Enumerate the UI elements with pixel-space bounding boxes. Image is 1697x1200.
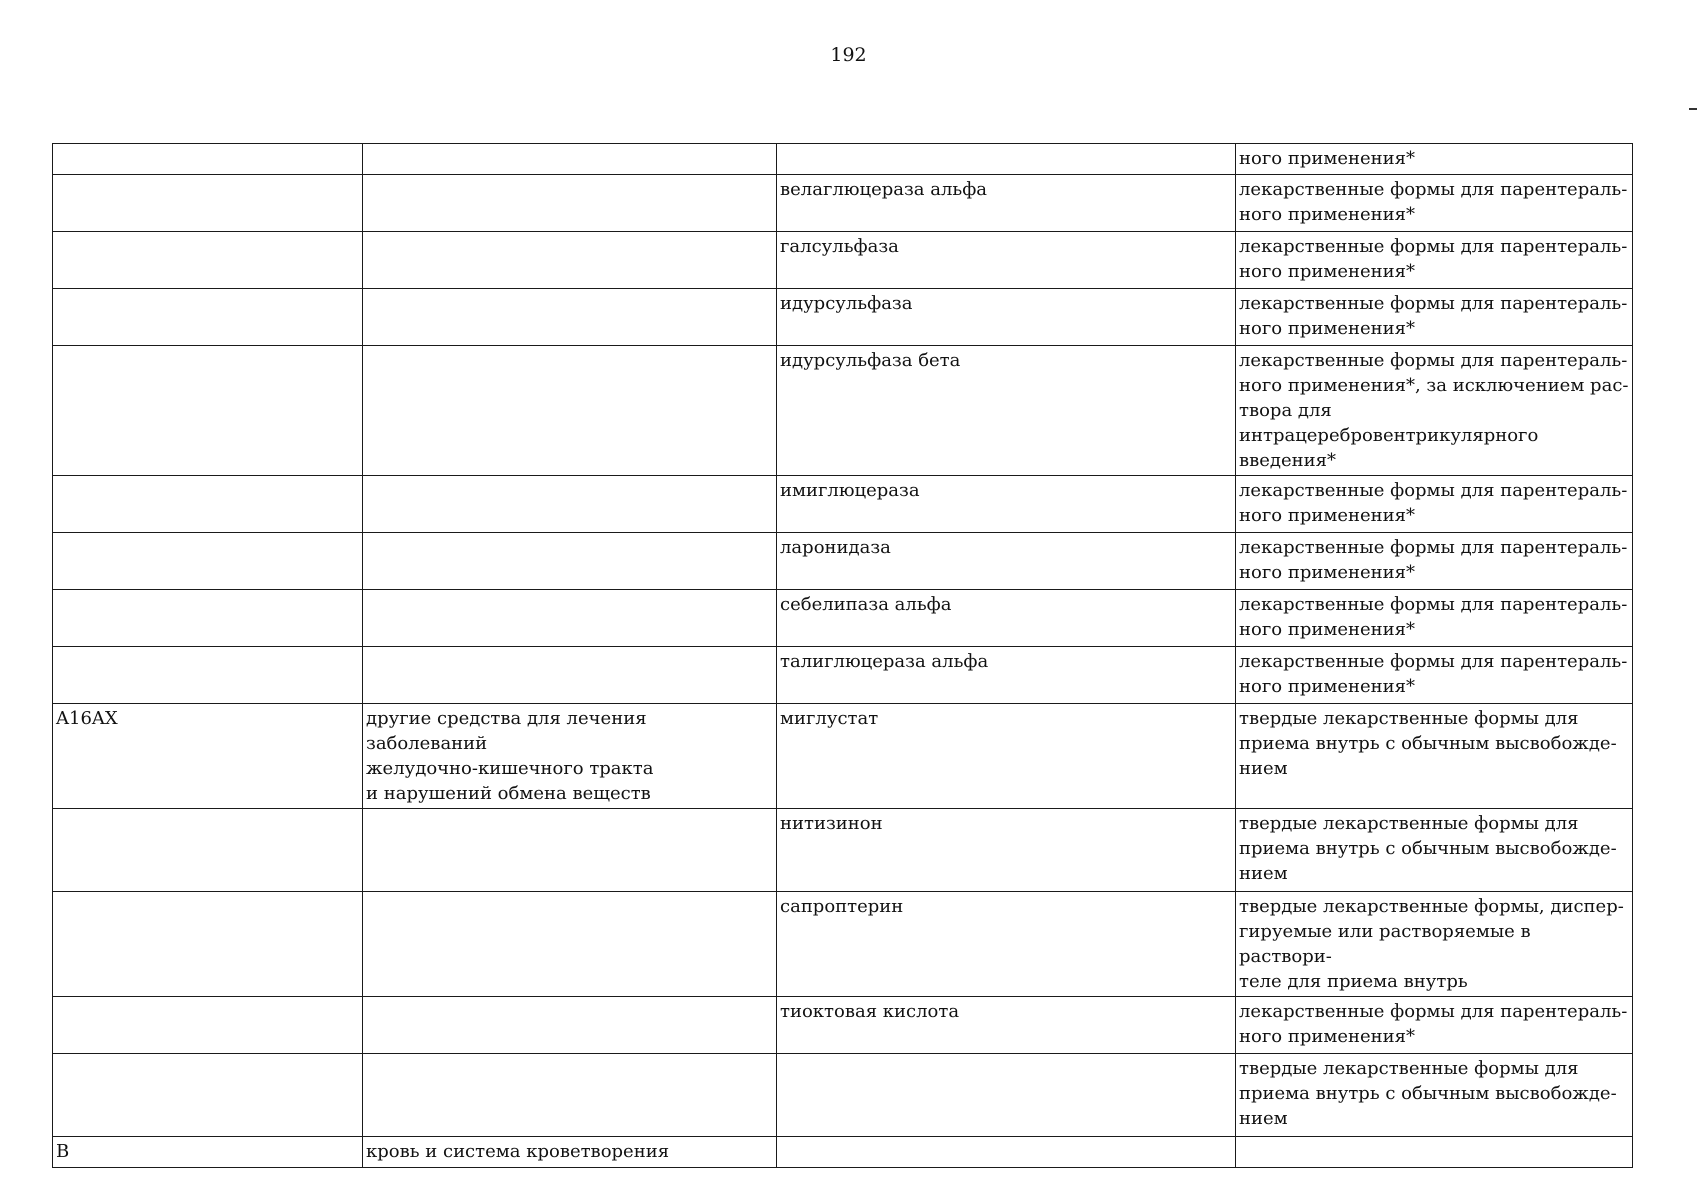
drug-name-cell: имиглюцераза	[777, 476, 1236, 533]
atc-code-cell	[53, 533, 363, 590]
group-name-cell	[363, 647, 777, 704]
group-name-cell	[363, 232, 777, 289]
dosage-form-cell	[1236, 1137, 1633, 1168]
dosage-form-cell: твердые лекарственные формы для приема внутрь с обычным высвобожде- нием	[1236, 1054, 1633, 1137]
group-name-cell	[363, 289, 777, 346]
atc-code-cell: A16AX	[53, 704, 363, 809]
table-row	[53, 175, 1633, 232]
drug-name-cell: сапроптерин	[777, 892, 1236, 997]
dosage-form-cell: лекарственные формы для парентераль- ного применения*	[1236, 175, 1633, 232]
drug-name-cell: велаглюцераза альфа	[777, 175, 1236, 232]
drug-name-cell: себелипаза альфа	[777, 590, 1236, 647]
atc-code-cell	[53, 590, 363, 647]
atc-code-cell	[53, 232, 363, 289]
dosage-form-cell: твердые лекарственные формы, диспер- гируемые или растворяемые в раствори- теле для приема внутрь	[1236, 892, 1633, 997]
atc-code-cell	[53, 997, 363, 1054]
group-name-cell	[363, 1054, 777, 1137]
dosage-form-cell: лекарственные формы для парентераль- ного применения*	[1236, 289, 1633, 346]
table-body	[53, 144, 1633, 1168]
margin-mark	[1689, 108, 1697, 110]
drug-name-cell: галсульфаза	[777, 232, 1236, 289]
drug-table	[52, 143, 1633, 1168]
table-row	[53, 346, 1633, 476]
dosage-form-cell: лекарственные формы для парентераль- ного применения*	[1236, 476, 1633, 533]
drug-table-wrapper	[52, 143, 1632, 1168]
group-name-cell	[363, 346, 777, 476]
atc-code-cell	[53, 892, 363, 997]
dosage-form-cell: лекарственные формы для парентераль- ного применения*	[1236, 590, 1633, 647]
table-row	[53, 892, 1633, 997]
table-row	[53, 809, 1633, 892]
drug-name-cell	[777, 1054, 1236, 1137]
table-row	[53, 144, 1633, 175]
table-row	[53, 647, 1633, 704]
dosage-form-cell: лекарственные формы для парентераль- ного применения*, за исключением рас- твора для интрацеребровентрикулярного введения*	[1236, 346, 1633, 476]
drug-name-cell: идурсульфаза	[777, 289, 1236, 346]
group-name-cell: кровь и система кроветворения	[363, 1137, 777, 1168]
table-row	[53, 289, 1633, 346]
dosage-form-cell: твердые лекарственные формы для приема внутрь с обычным высвобожде- нием	[1236, 704, 1633, 809]
drug-name-cell: ларонидаза	[777, 533, 1236, 590]
atc-code-cell	[53, 647, 363, 704]
drug-name-cell	[777, 1137, 1236, 1168]
table-row	[53, 590, 1633, 647]
table-row	[53, 232, 1633, 289]
atc-code-cell	[53, 476, 363, 533]
group-name-cell	[363, 809, 777, 892]
table-row	[53, 476, 1633, 533]
group-name-cell	[363, 533, 777, 590]
dosage-form-cell: лекарственные формы для парентераль- ного применения*	[1236, 232, 1633, 289]
group-name-cell	[363, 892, 777, 997]
table-row	[53, 533, 1633, 590]
group-name-cell: другие средства для лечения заболеваний желудочно-кишечного тракта и нарушений обмена веществ	[363, 704, 777, 809]
table-row	[53, 1137, 1633, 1168]
drug-name-cell: нитизинон	[777, 809, 1236, 892]
drug-name-cell: тиоктовая кислота	[777, 997, 1236, 1054]
atc-code-cell	[53, 346, 363, 476]
table-row	[53, 1054, 1633, 1137]
group-name-cell	[363, 175, 777, 232]
dosage-form-cell: лекарственные формы для парентераль- ного применения*	[1236, 647, 1633, 704]
dosage-form-cell: лекарственные формы для парентераль- ного применения*	[1236, 997, 1633, 1054]
atc-code-cell	[53, 809, 363, 892]
table-row	[53, 997, 1633, 1054]
dosage-form-cell: лекарственные формы для парентераль- ного применения*	[1236, 533, 1633, 590]
drug-name-cell: миглустат	[777, 704, 1236, 809]
group-name-cell	[363, 476, 777, 533]
drug-name-cell: талиглюцераза альфа	[777, 647, 1236, 704]
atc-code-cell	[53, 1054, 363, 1137]
dosage-form-cell: ного применения*	[1236, 144, 1633, 175]
table-row	[53, 704, 1633, 809]
dosage-form-cell: твердые лекарственные формы для приема внутрь с обычным высвобожде- нием	[1236, 809, 1633, 892]
drug-name-cell	[777, 144, 1236, 175]
atc-code-cell	[53, 144, 363, 175]
group-name-cell	[363, 997, 777, 1054]
group-name-cell	[363, 590, 777, 647]
group-name-cell	[363, 144, 777, 175]
page-number: 192	[830, 44, 867, 66]
atc-code-cell	[53, 175, 363, 232]
drug-name-cell: идурсульфаза бета	[777, 346, 1236, 476]
atc-code-cell	[53, 289, 363, 346]
atc-code-cell: B	[53, 1137, 363, 1168]
